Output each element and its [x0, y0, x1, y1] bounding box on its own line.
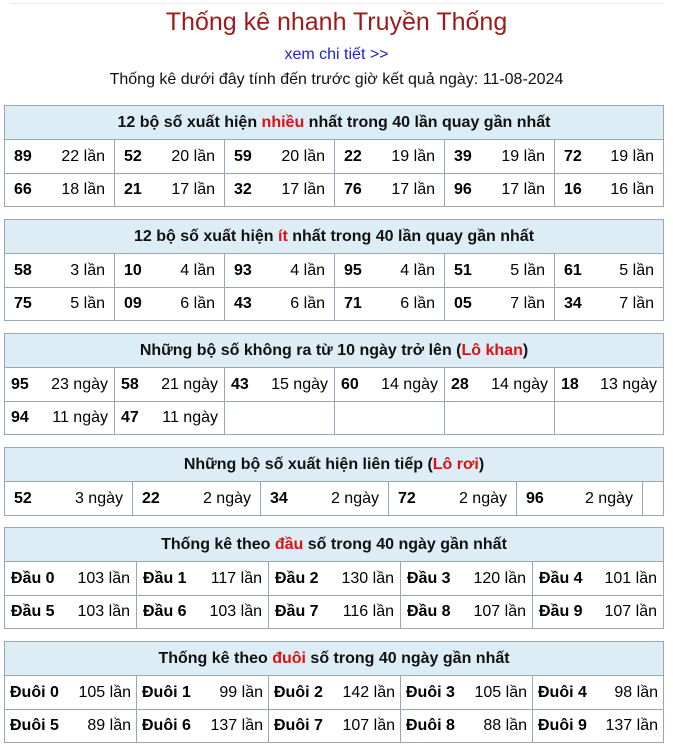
table-row	[5, 173, 663, 206]
view-details-link[interactable]: xem chi tiết >>	[284, 46, 389, 63]
table-row	[5, 287, 663, 320]
stat-cell: 72 19 lần	[564, 147, 654, 165]
stat-cell: 05 7 lần	[445, 288, 555, 320]
stat-cell: 51 5 lần	[445, 254, 555, 287]
stat-cell: 43 15 ngày	[225, 368, 335, 401]
stat-cell: 58 21 ngày	[115, 368, 225, 401]
empty-cell	[555, 402, 663, 434]
stat-cell: Đuôi 0 105 lần	[5, 676, 137, 709]
table-row	[5, 676, 663, 709]
stat-cell: Đuôi 7 107 lần	[269, 710, 401, 742]
stat-cell: 43 6 lần	[225, 288, 335, 320]
stat-cell: 93 4 lần	[225, 254, 335, 287]
least-frequent-table	[4, 219, 664, 321]
table-row	[5, 368, 663, 401]
stat-cell: 75 5 lần	[5, 288, 115, 320]
section-heading: 12 bộ số xuất hiện ít nhất trong 40 lần quay gần nhất	[5, 220, 663, 254]
table-row	[5, 482, 663, 515]
stat-cell: 52 3 ngày	[5, 482, 133, 515]
table-row	[5, 254, 663, 287]
stat-cell: 96 17 lần	[445, 174, 555, 206]
stat-cell: Đuôi 2 142 lần	[269, 676, 401, 709]
section-heading: 12 bộ số xuất hiện nhiều nhất trong 40 lần quay gần nhất	[5, 106, 663, 140]
table-row	[5, 709, 663, 742]
stat-cell: Đầu 1 117 lần	[137, 562, 269, 595]
stat-cell: 60 14 ngày	[335, 368, 445, 401]
stat-cell: 47 11 ngày	[115, 402, 225, 434]
stat-cell: Đầu 7 116 lần	[269, 596, 401, 628]
stat-cell: 61 5 lần	[564, 261, 654, 279]
table-row	[5, 140, 663, 173]
stat-cell: 18 13 ngày	[561, 375, 657, 393]
empty-cell	[335, 402, 445, 434]
stat-cell: 32 17 lần	[225, 174, 335, 206]
stat-cell: 96 2 ngày	[517, 482, 643, 515]
stat-cell: Đuôi 6 137 lần	[137, 710, 269, 742]
empty-cell	[225, 402, 335, 434]
stat-cell: Đuôi 8 88 lần	[401, 710, 533, 742]
empty-cell	[643, 482, 663, 515]
most-frequent-table	[4, 105, 664, 207]
stat-cell: Đuôi 4 98 lần	[538, 683, 658, 701]
stat-cell: Đầu 6 103 lần	[137, 596, 269, 628]
stat-cell: Đầu 3 120 lần	[401, 562, 533, 595]
stat-cell: 95 23 ngày	[5, 368, 115, 401]
stat-cell: 89 22 lần	[5, 140, 115, 173]
lo-khan-table	[4, 333, 664, 435]
empty-cell	[445, 402, 555, 434]
stat-cell: 39 19 lần	[445, 140, 555, 173]
stat-cell: 72 2 ngày	[389, 482, 517, 515]
stat-cell: 52 20 lần	[115, 140, 225, 173]
stat-cell: 34 7 lần	[564, 295, 654, 312]
stat-cell: Đầu 8 107 lần	[401, 596, 533, 628]
dau-table	[4, 527, 664, 629]
stat-cell: 66 18 lần	[5, 174, 115, 206]
page-title: Thống kê nhanh Truyền Thống	[165, 8, 508, 36]
top-divider	[10, 3, 663, 4]
stat-cell: Đầu 4 101 lần	[539, 569, 657, 587]
stat-cell: 10 4 lần	[115, 254, 225, 287]
duoi-table	[4, 641, 664, 743]
lo-roi-table	[4, 447, 664, 516]
table-row	[5, 562, 663, 595]
section-heading: Thống kê theo đuôi số trong 40 ngày gần nhất	[5, 642, 663, 676]
stat-cell: 28 14 ngày	[445, 368, 555, 401]
stat-cell: Đầu 0 103 lần	[5, 562, 137, 595]
stat-cell: 59 20 lần	[225, 140, 335, 173]
stat-cell: 95 4 lần	[335, 254, 445, 287]
stat-cell: Đuôi 3 105 lần	[401, 676, 533, 709]
stat-cell: Đuôi 1 99 lần	[137, 676, 269, 709]
stat-cell: Đuôi 5 89 lần	[5, 710, 137, 742]
stat-cell: 21 17 lần	[115, 174, 225, 206]
section-heading: Những bộ số xuất hiện liên tiếp (Lô rơi)	[5, 448, 663, 482]
stat-cell: 94 11 ngày	[5, 402, 115, 434]
table-row	[5, 595, 663, 628]
stat-cell: 34 2 ngày	[261, 482, 389, 515]
stat-cell: 16 16 lần	[564, 181, 654, 198]
stat-cell: Đầu 5 103 lần	[5, 596, 137, 628]
stat-cell: Đầu 9 107 lần	[539, 603, 657, 620]
section-heading: Những bộ số không ra từ 10 ngày trở lên (Lô khan)	[5, 334, 663, 368]
date-note: Thống kê dưới đây tính đến trước giờ kết quả ngày: 11-08-2024	[109, 71, 564, 88]
stat-cell: 22 19 lần	[335, 140, 445, 173]
stat-cell: 58 3 lần	[5, 254, 115, 287]
stat-cell: Đuôi 9 137 lần	[538, 717, 658, 734]
stat-cell: Đầu 2 130 lần	[269, 562, 401, 595]
stat-cell: 09 6 lần	[115, 288, 225, 320]
section-heading: Thống kê theo đầu số trong 40 ngày gần nhất	[5, 528, 663, 562]
table-row	[5, 401, 663, 434]
stat-cell: 22 2 ngày	[133, 482, 261, 515]
stat-cell: 71 6 lần	[335, 288, 445, 320]
stat-cell: 76 17 lần	[335, 174, 445, 206]
